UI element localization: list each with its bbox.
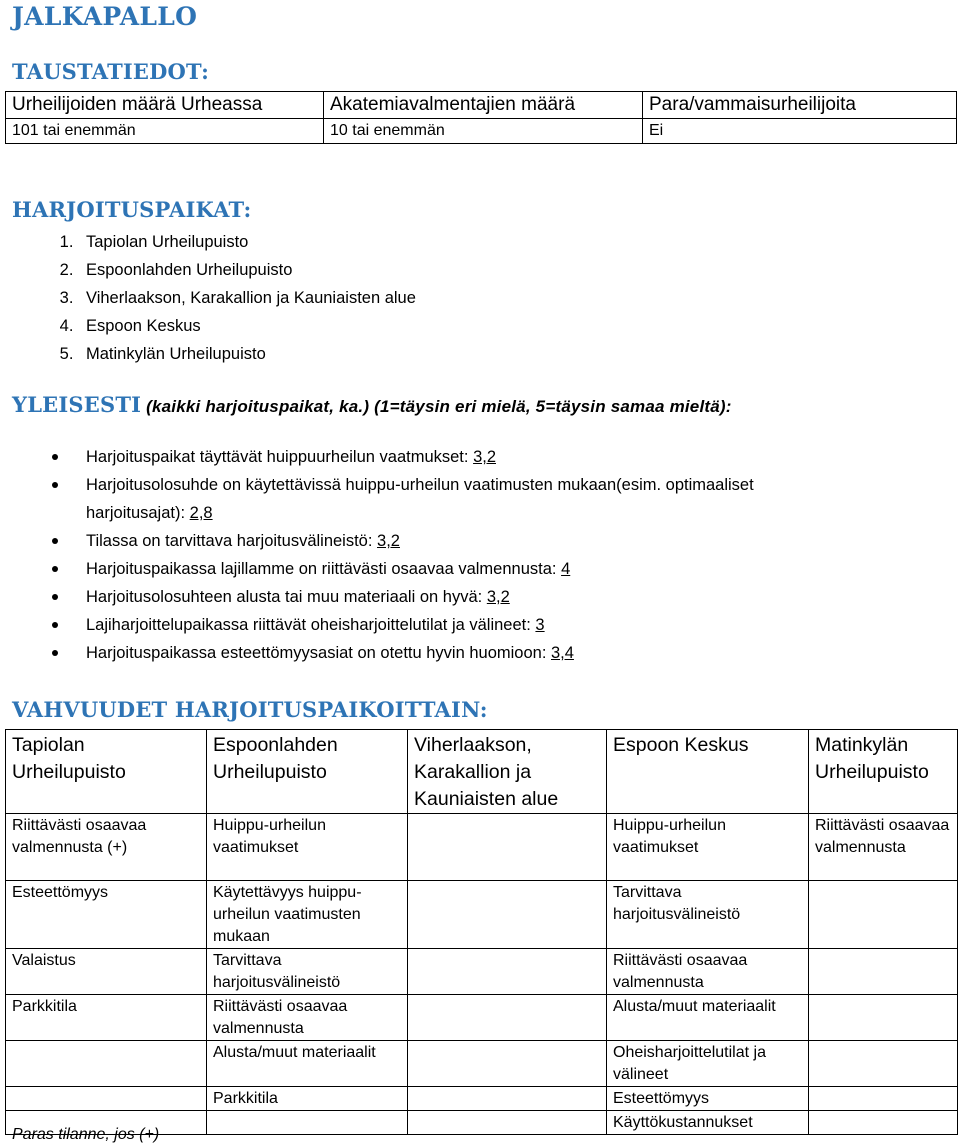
table-cell: Tarvittava harjoitusvälineistö bbox=[207, 949, 408, 995]
table-row bbox=[6, 949, 958, 995]
list-item: 3. Viherlaakson, Karakallion ja Kauniaisten alue bbox=[78, 284, 416, 312]
table-cell: Riittävästi osaavaa valmennusta bbox=[207, 995, 408, 1041]
strengths-header-row bbox=[6, 730, 958, 814]
table-cell bbox=[408, 881, 607, 949]
table-cell: Valaistus bbox=[6, 949, 207, 995]
table-row bbox=[6, 1041, 958, 1087]
strengths-heading: VAHVUUDET HARJOITUSPAIKOITTAIN: bbox=[12, 697, 488, 722]
strengths-footnote: Paras tilanne, jos (+) bbox=[12, 1126, 160, 1143]
rating-text: Harjoituspaikat täyttävät huippuurheilun vaatmukset: bbox=[86, 448, 474, 466]
table-cell bbox=[408, 1087, 607, 1111]
rating-text: Harjoituspaikassa esteettömyysasiat on otettu hyvin huomioon: bbox=[86, 644, 551, 662]
ratings-list bbox=[50, 443, 850, 667]
table-cell bbox=[207, 1111, 408, 1135]
table-cell: Parkkitila bbox=[6, 995, 207, 1041]
header-para-athletes: Para/vammaisurheilijoita bbox=[643, 92, 957, 119]
table-cell bbox=[408, 814, 607, 881]
rating-value: 2,8 bbox=[189, 504, 213, 522]
list-item bbox=[86, 555, 850, 583]
rating-text: Harjoituspaikassa lajillamme on riittävästi osaavaa valmennusta: bbox=[86, 560, 562, 578]
training-places-heading: HARJOITUSPAIKAT: bbox=[12, 197, 252, 222]
table-cell: Esteettömyys bbox=[607, 1087, 809, 1111]
rating-text: Lajiharjoittelupaikassa riittävät oheisharjoittelutilat ja välineet: bbox=[86, 616, 536, 634]
rating-text: Harjoitusolosuhteen alusta tai muu materiaali on hyvä: bbox=[86, 588, 487, 606]
header-viherlaakso: Viherlaakson, Karakallion ja Kauniaisten alue bbox=[408, 730, 607, 814]
list-item bbox=[86, 443, 850, 471]
table-cell bbox=[408, 1111, 607, 1135]
rating-value: 4 bbox=[561, 560, 571, 578]
table-cell bbox=[408, 995, 607, 1041]
rating-text: Harjoitusolosuhde on käytettävissä huippu-urheilun vaatimusten mukaan(esim. optimaaliset harjoitusajat): bbox=[86, 476, 754, 522]
table-cell: Parkkitila bbox=[207, 1087, 408, 1111]
rating-text: Tilassa on tarvittava harjoitusvälineistö: bbox=[86, 532, 378, 550]
table-cell bbox=[6, 1041, 207, 1087]
rating-value: 3,2 bbox=[473, 448, 496, 466]
table-cell bbox=[408, 949, 607, 995]
table-cell bbox=[809, 1041, 958, 1087]
value-coaches-count: 10 tai enemmän bbox=[324, 119, 643, 144]
rating-value: 3 bbox=[535, 616, 545, 634]
table-cell bbox=[809, 1111, 958, 1135]
list-item bbox=[86, 611, 850, 639]
table-cell: Riittävästi osaavaa valmennusta bbox=[607, 949, 809, 995]
table-cell: Riittävästi osaavaa valmennusta (+) bbox=[6, 814, 207, 881]
strengths-table bbox=[5, 729, 958, 1135]
table-cell: Esteettömyys bbox=[6, 881, 207, 949]
training-places-list bbox=[50, 228, 416, 368]
list-item: 2. Espoonlahden Urheilupuisto bbox=[78, 256, 416, 284]
list-item: 5. Matinkylän Urheilupuisto bbox=[78, 340, 416, 368]
table-cell: Huippu-urheilun vaatimukset bbox=[207, 814, 408, 881]
table-row bbox=[6, 995, 958, 1041]
table-cell: Riittävästi osaavaa valmennusta bbox=[809, 814, 958, 881]
general-subheading: (kaikki harjoituspaikat, ka.) (1=täysin eri mielä, 5=täysin samaa mieltä): bbox=[141, 397, 732, 416]
rating-value: 3,4 bbox=[551, 644, 574, 662]
rating-value: 3,2 bbox=[486, 588, 510, 606]
table-cell: Alusta/muut materiaalit bbox=[607, 995, 809, 1041]
list-item bbox=[86, 583, 850, 611]
table-row bbox=[6, 881, 958, 949]
header-espoon-keskus: Espoon Keskus bbox=[607, 730, 809, 814]
table-row bbox=[6, 814, 958, 881]
table-cell: Käyttökustannukset bbox=[607, 1111, 809, 1135]
table-row bbox=[6, 1087, 958, 1111]
rating-value: 3,2 bbox=[377, 532, 400, 550]
page-title: JALKAPALLO bbox=[12, 2, 198, 31]
list-item bbox=[86, 527, 850, 555]
background-header-row bbox=[6, 92, 957, 119]
background-table bbox=[5, 91, 957, 144]
value-para-athletes: Ei bbox=[643, 119, 957, 144]
table-cell: Oheisharjoittelutilat ja välineet bbox=[607, 1041, 809, 1087]
value-athletes-count: 101 tai enemmän bbox=[6, 119, 324, 144]
general-heading bbox=[12, 391, 732, 421]
general-heading-text: YLEISESTI bbox=[12, 392, 142, 417]
background-heading: TAUSTATIEDOT: bbox=[12, 59, 210, 84]
list-item bbox=[86, 471, 850, 527]
list-item: 4. Espoon Keskus bbox=[78, 312, 416, 340]
header-athletes-count: Urheilijoiden määrä Urheassa bbox=[6, 92, 324, 119]
background-value-row bbox=[6, 119, 957, 144]
table-cell: Tarvittava harjoitusvälineistö bbox=[607, 881, 809, 949]
header-espoonlahti: Espoonlahden Urheilupuisto bbox=[207, 730, 408, 814]
table-cell bbox=[6, 1087, 207, 1111]
table-cell: Käytettävyys huippu-urheilun vaatimusten mukaan bbox=[207, 881, 408, 949]
table-cell: Huippu-urheilun vaatimukset bbox=[607, 814, 809, 881]
table-cell bbox=[809, 949, 958, 995]
header-tapiola: Tapiolan Urheilupuisto bbox=[6, 730, 207, 814]
table-cell: Alusta/muut materiaalit bbox=[207, 1041, 408, 1087]
table-cell bbox=[809, 881, 958, 949]
header-coaches-count: Akatemiavalmentajien määrä bbox=[324, 92, 643, 119]
list-item: 1. Tapiolan Urheilupuisto bbox=[78, 228, 416, 256]
table-cell bbox=[408, 1041, 607, 1087]
header-matinkyla: Matinkylän Urheilupuisto bbox=[809, 730, 958, 814]
table-cell bbox=[809, 1087, 958, 1111]
list-item bbox=[86, 639, 850, 667]
table-cell bbox=[809, 995, 958, 1041]
